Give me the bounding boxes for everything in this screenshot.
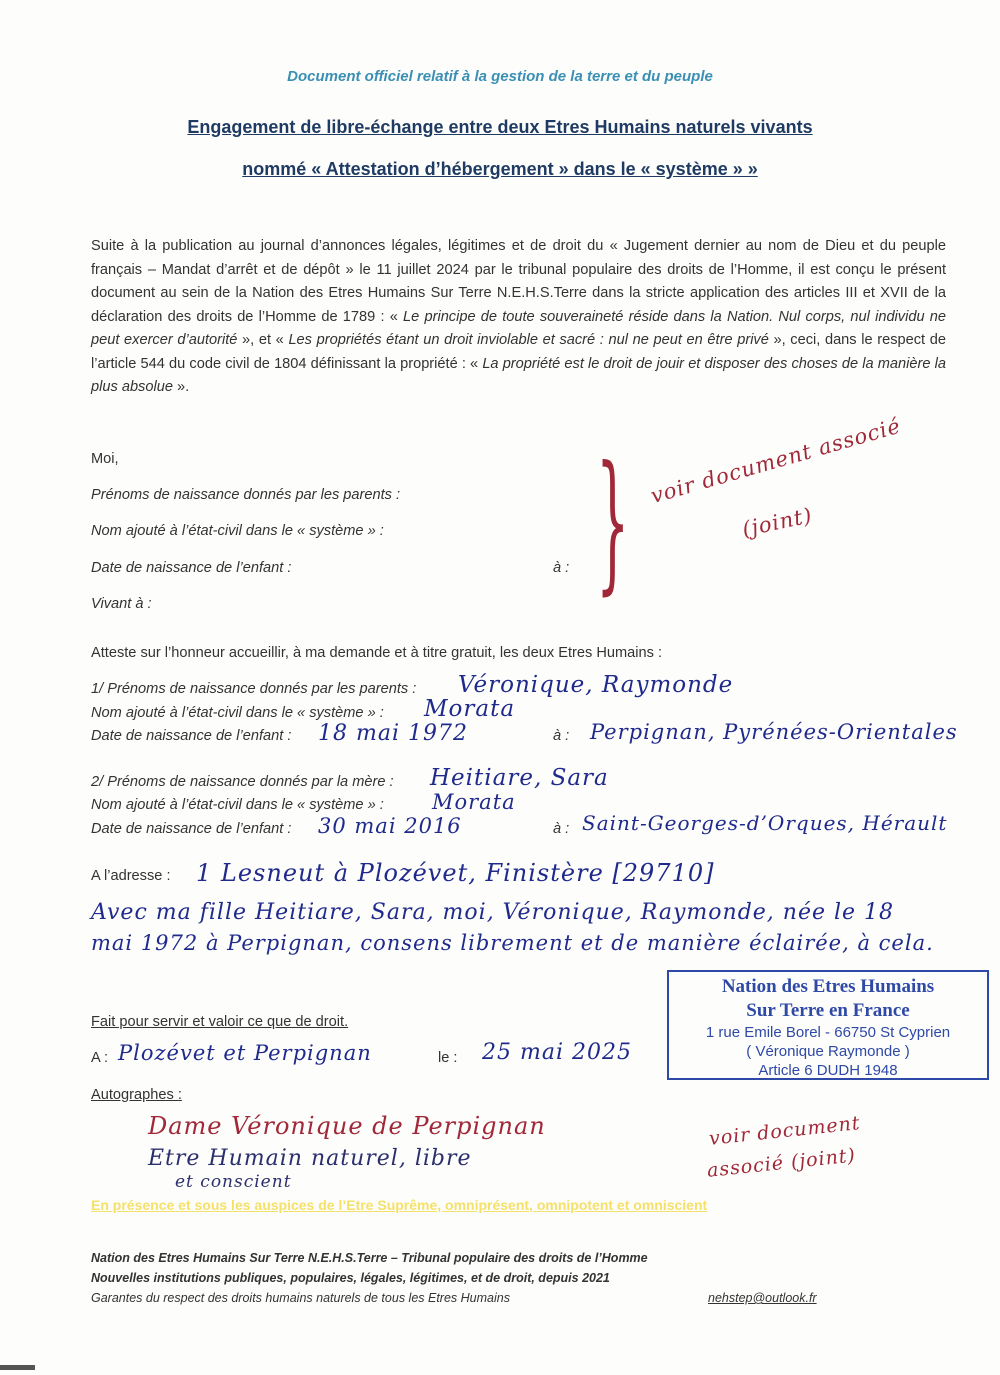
p1-lieu-value: Perpignan, Pyrénées-Orientales <box>590 720 958 744</box>
document-title-line1: Engagement de libre-échange entre deux Etres Humains naturels vivants <box>187 117 813 137</box>
stamp-line5: Article 6 DUDH 1948 <box>758 1062 898 1079</box>
p1-date-label: Date de naissance de l’enfant : <box>91 728 292 744</box>
p2-nom-value: Morata <box>432 790 516 814</box>
p1-prenoms-label: 1/ Prénoms de naissance donnés par les parents : <box>91 681 417 697</box>
p2-nom-label: Nom ajouté à l’état-civil dans le « système » : <box>91 797 384 813</box>
moi-note-line1: voir document associé <box>648 413 904 509</box>
adresse-value: 1 Lesneut à Plozévet, Finistère [29710] <box>196 859 715 887</box>
p1-date-value: 18 mai 1972 <box>318 721 468 746</box>
fait-a-value: Plozévet et Perpignan <box>118 1041 372 1065</box>
document-subtitle: Document officiel relatif à la gestion de la terre et du peuple <box>287 68 713 85</box>
curly-brace: } <box>596 435 630 609</box>
moi-note-line2: (joint) <box>740 503 815 542</box>
signature-line2: Etre Humain naturel, libre <box>148 1146 472 1171</box>
scan-mark <box>0 1365 35 1370</box>
stamp-line1: Nation des Etres Humains <box>721 976 935 997</box>
adresse-label: A l’adresse : <box>91 868 171 884</box>
moi-prenoms-label: Prénoms de naissance donnés par les parents : <box>91 487 401 503</box>
stamp-line2: Sur Terre en France <box>746 1000 910 1021</box>
intro-text-2: », et « <box>237 332 289 348</box>
fait-le-value: 25 mai 2025 <box>482 1040 632 1065</box>
footer-email[interactable]: nehstep@outlook.fr <box>708 1291 817 1305</box>
intro-quote-3: La propriété est le droit de jouir et disposer des choses de la manière la plus absolue <box>91 355 946 395</box>
intro-paragraph <box>91 235 946 400</box>
intro-quote-2: Les propriétés étant un droit inviolable et sacré : nul ne peut en être privé <box>288 332 769 348</box>
p2-lieu-value: Saint-Georges-d’Orques, Hérault <box>582 811 948 835</box>
autographes-note-line2: associé (joint) <box>706 1144 857 1182</box>
footer-line2: Nouvelles institutions publiques, populaires, légales, légitimes, et de droit, depuis 2021 <box>91 1271 610 1285</box>
p2-date-label: Date de naissance de l’enfant : <box>91 821 292 837</box>
presence-text: En présence et sous les auspices de l’Etre Suprême, omniprésent, omnipotent et omniscient <box>91 1197 708 1213</box>
consent-line2: mai 1972 à Perpignan, consens librement et de manière éclairée, à cela. <box>91 931 934 955</box>
p1-nom-label: Nom ajouté à l’état-civil dans le « système » : <box>91 705 384 721</box>
stamp-line3: 1 rue Emile Borel - 66750 St Cyprien <box>705 1024 951 1041</box>
p2-date-value: 30 mai 2016 <box>318 814 462 838</box>
fait-le-label: le : <box>438 1050 458 1066</box>
p1-lieu-label: à : <box>553 728 570 744</box>
intro-quote-1: Le principe de toute souveraineté réside dans la Nation. Nul corps, nul individu ne peut exercer d’autorité <box>91 308 946 348</box>
consent-line1: Avec ma fille Heitiare, Sara, moi, Véronique, Raymonde, née le 18 <box>91 900 895 925</box>
official-stamp <box>667 970 989 1080</box>
signature-line1: Dame Véronique de Perpignan <box>148 1112 546 1140</box>
autographes-label: Autographes : <box>91 1087 182 1103</box>
document-title-line2: nommé « Attestation d’hébergement » dans le « système » » <box>242 159 758 179</box>
moi-date-label: Date de naissance de l’enfant : <box>91 560 292 576</box>
moi-vivant-label: Vivant à : <box>91 596 152 612</box>
p2-lieu-label: à : <box>553 821 570 837</box>
p1-prenoms-value: Véronique, Raymonde <box>458 672 734 698</box>
atteste-text: Atteste sur l’honneur accueillir, à ma demande et à titre gratuit, les deux Etres Humains : <box>91 645 663 661</box>
intro-text-4: ». <box>172 379 190 395</box>
stamp-line4: ( Véronique Raymonde ) <box>746 1043 910 1060</box>
fait-text: Fait pour servir et valoir ce que de droit. <box>91 1014 349 1030</box>
intro-text-3: », ceci, dans le respect de l’article 544 du code civil de 1804 définissant la propriété : « <box>91 332 946 372</box>
signature-line3: et conscient <box>175 1172 292 1192</box>
footer-line1: Nation des Etres Humains Sur Terre N.E.H.S.Terre – Tribunal populaire des droits de l’Homme <box>91 1251 648 1265</box>
moi-lieu-label: à : <box>553 560 570 576</box>
moi-label: Moi, <box>91 451 119 467</box>
p1-nom-value: Morata <box>424 696 516 722</box>
p2-prenoms-value: Heitiare, Sara <box>430 765 609 791</box>
footer-line3: Garantes du respect des droits humains naturels de tous les Etres Humains <box>91 1291 510 1305</box>
fait-a-label: A : <box>91 1050 109 1066</box>
moi-nom-label: Nom ajouté à l’état-civil dans le « système » : <box>91 523 384 539</box>
intro-text-1: Suite à la publication au journal d’annonces légales, légitimes et de droit du « Jugement dernier au nom de Dieu et du peuple français – Mandat d’arrêt et de dépôt » le 11 juillet 2024 par le tribunal populaire des droits de l’Homme, il est conçu le présent document au sein de la Nation des Etres Humains Sur Terre N.E.H.S.Terre dans la stricte application des articles III et XVII de la déclaration des droits de l’Homme de 1789 : « <box>91 238 946 325</box>
autographes-note-line1: voir document <box>708 1112 862 1150</box>
p2-prenoms-label: 2/ Prénoms de naissance donnés par la mère : <box>91 774 394 790</box>
